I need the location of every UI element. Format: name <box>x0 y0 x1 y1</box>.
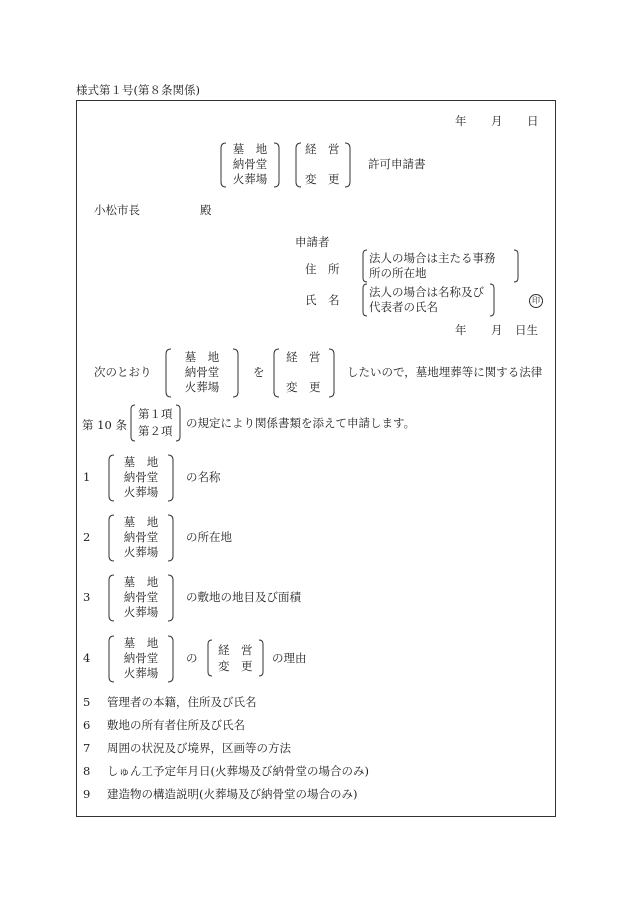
header-facility-list <box>225 142 275 187</box>
item-1-facility-0: 墓 地 <box>123 455 159 469</box>
name-note-0: 法人の場合は名称及び <box>369 285 484 299</box>
name-note-1: 代表者の氏名 <box>369 300 438 314</box>
body-facility-list <box>177 350 227 395</box>
item-1-number: 1 <box>83 470 91 484</box>
item-8-number: 8 <box>83 764 91 778</box>
header-action-1: 変 更 <box>305 172 340 186</box>
item-4-facility-0: 墓 地 <box>123 636 159 650</box>
addressee-name: 小松市長 <box>94 203 140 217</box>
body-facility-0: 墓 地 <box>184 350 220 364</box>
header-facility-2: 火葬場 <box>232 172 268 186</box>
header-suffix: 許可申請書 <box>368 157 426 171</box>
date-month: 月 <box>491 114 503 128</box>
addressee-honorific: 殿 <box>200 203 212 217</box>
item-5-number: 5 <box>83 695 91 709</box>
body-facility-1: 納骨堂 <box>184 365 220 379</box>
item-2-facility-1: 納骨堂 <box>123 530 159 544</box>
item-2-text: の所在地 <box>186 530 232 544</box>
seal-mark: 印 <box>529 294 543 308</box>
date-year: 年 <box>455 114 467 128</box>
item-4-facility-list <box>116 636 166 681</box>
header-facility-0: 墓 地 <box>232 142 268 156</box>
body-article: 第 10 条 <box>82 418 127 432</box>
address-note-1: 所の所在地 <box>369 266 427 280</box>
item-7-number: 7 <box>83 741 91 755</box>
birth-year: 年 <box>455 323 467 337</box>
birth-day: 日生 <box>515 323 538 337</box>
body-action-1: 変 更 <box>286 380 321 394</box>
item-4-action-0: 経 営 <box>218 643 253 657</box>
item-5-text: 管理者の本籍，住所及び氏名 <box>107 695 257 709</box>
item-9-number: 9 <box>83 787 91 801</box>
body-action-0: 経 営 <box>286 350 321 364</box>
body-particle-wo: を <box>253 365 265 379</box>
item-1-text: の名称 <box>186 470 221 484</box>
form-title: 様式第１号(第８条関係) <box>76 83 200 97</box>
item-7-text: 周囲の状況及び境界，区画等の方法 <box>107 741 291 755</box>
item-6-number: 6 <box>83 718 91 732</box>
body-prefix: 次のとおり <box>94 365 152 379</box>
body-clause-0: 第１項 <box>138 407 173 421</box>
header-facility-1: 納骨堂 <box>232 157 268 171</box>
name-label: 氏 名 <box>305 293 340 307</box>
body-closing: の規定により関係書類を添えて申請します。 <box>186 416 416 430</box>
item-2-number: 2 <box>83 530 91 544</box>
item-3-text: の敷地の地目及び面積 <box>186 590 301 604</box>
body-facility-2: 火葬場 <box>184 380 220 394</box>
item-1-facility-list <box>116 455 166 500</box>
item-4-number: 4 <box>83 651 91 665</box>
item-9-text: 建造物の構造説明(火葬場及び納骨堂の場合のみ) <box>107 787 358 801</box>
item-2-facility-0: 墓 地 <box>123 515 159 529</box>
item-4-facility-2: 火葬場 <box>123 666 159 680</box>
applicant-label: 申請者 <box>295 235 330 249</box>
item-4-action-1: 変 更 <box>218 659 253 673</box>
item-8-text: しゅん工予定年月日(火葬場及び納骨堂の場合のみ) <box>107 764 369 778</box>
item-1-facility-1: 納骨堂 <box>123 470 159 484</box>
item-4-particle: の <box>186 651 198 665</box>
item-3-facility-list <box>116 575 166 620</box>
item-4-text: の理由 <box>272 651 307 665</box>
header-action-0: 経 営 <box>305 142 340 156</box>
birth-month: 月 <box>491 323 503 337</box>
body-clause-1: 第２項 <box>138 424 173 438</box>
item-2-facility-list <box>116 515 166 560</box>
item-3-number: 3 <box>83 590 91 604</box>
item-3-facility-0: 墓 地 <box>123 575 159 589</box>
address-note-0: 法人の場合は主たる事務 <box>369 251 496 265</box>
item-6-text: 敷地の所有者住所及び氏名 <box>107 718 245 732</box>
item-2-facility-2: 火葬場 <box>123 545 159 559</box>
item-3-facility-1: 納骨堂 <box>123 590 159 604</box>
body-suffix: したいので，墓地埋葬等に関する法律 <box>347 365 543 379</box>
item-1-facility-2: 火葬場 <box>123 485 159 499</box>
date-day: 日 <box>527 114 539 128</box>
address-label: 住 所 <box>305 262 340 276</box>
item-4-facility-1: 納骨堂 <box>123 651 159 665</box>
item-3-facility-2: 火葬場 <box>123 605 159 619</box>
